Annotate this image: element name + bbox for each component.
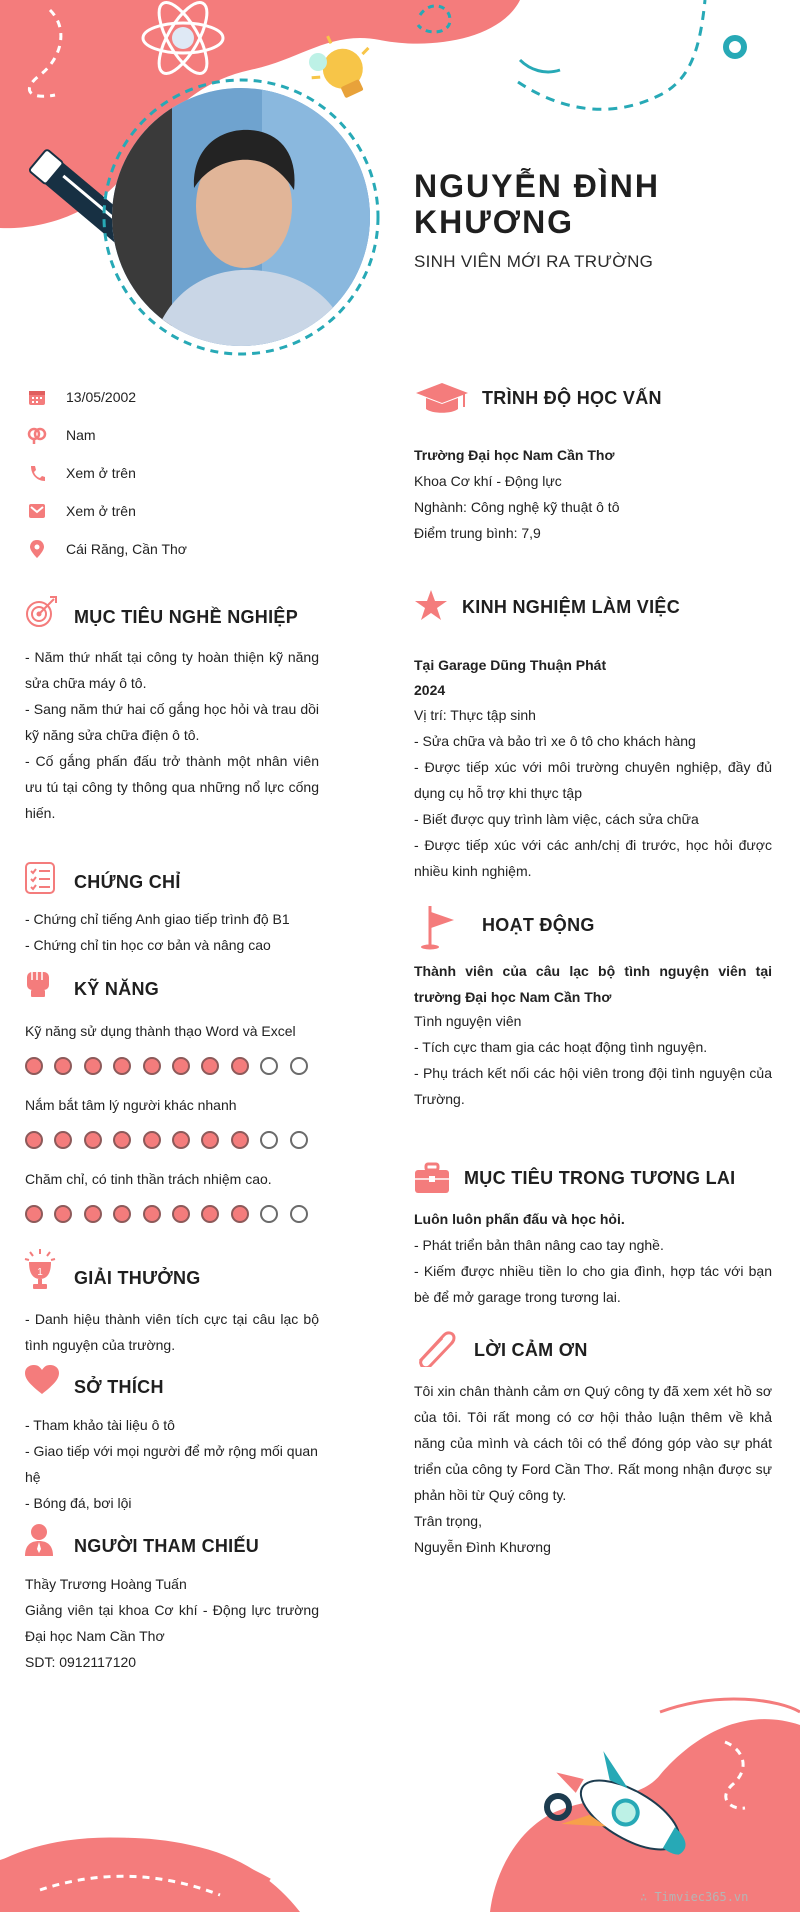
dashed-curve-teal <box>518 0 705 109</box>
rating-dot-filled <box>172 1131 190 1149</box>
phone-text: Xem ở trên <box>66 465 136 481</box>
candidate-name: NGUYỄN ĐÌNH KHƯƠNG <box>414 168 661 240</box>
skills-title: KỸ NĂNG <box>74 979 160 999</box>
email-text: Xem ở trên <box>66 503 136 519</box>
hobby-item: - Giao tiếp với mọi người để mở rộng mối quan hệ <box>25 1443 318 1485</box>
gender-text: Nam <box>66 427 96 443</box>
experience-item: - Sửa chữa và bảo trì xe ô tô cho khách hàng <box>414 733 696 749</box>
flag-icon <box>418 904 458 950</box>
address-text: Cái Răng, Cần Thơ <box>66 541 187 557</box>
career-goal-text: - Năm thứ nhất tại công ty hoàn thiện kỹ năng sửa chữa máy ô tô. - Sang năm thứ hai cố gắng học hỏi và trau dồi kỹ năng sửa chữa điện ô tô. - Cố gắng phấn đấu trở thành một nhân viên ưu tú tại công ty thông qua những nổ lực cống hiến. <box>25 649 319 821</box>
education-line: Nghành: Công nghệ kỹ thuật ô tô <box>414 499 620 515</box>
rating-dot-empty <box>290 1131 308 1149</box>
birthday-text: 13/05/2002 <box>66 389 137 405</box>
rating-dot-empty <box>290 1057 308 1075</box>
rating-dot-filled <box>231 1131 249 1149</box>
rating-dot-filled <box>231 1205 249 1223</box>
rating-dot-filled <box>143 1057 161 1075</box>
skill-name: Chăm chỉ, có tinh thần trách nhiệm cao. <box>25 1171 272 1187</box>
rating-dot-filled <box>84 1131 102 1149</box>
education-line: Điểm trung bình: 7,9 <box>414 525 541 541</box>
calendar-icon <box>26 386 48 408</box>
certificate-item: - Chứng chỉ tin học cơ bản và nâng cao <box>25 937 271 953</box>
profile-photo <box>112 88 370 346</box>
email-icon <box>26 500 48 522</box>
hobby-item: - Bóng đá, bơi lội <box>25 1495 132 1511</box>
thanks-closing: Trân trọng, <box>414 1513 482 1529</box>
rating-dot-filled <box>54 1057 72 1075</box>
experience-year: 2024 <box>414 682 446 698</box>
heart-icon <box>24 1364 60 1396</box>
career-goal-title: MỤC TIÊU NGHỀ NGHIỆP <box>74 607 299 627</box>
education-line: Khoa Cơ khí - Động lực <box>414 473 562 489</box>
activities-role: Tình nguyện viên <box>414 1013 522 1029</box>
trophy-icon <box>24 1249 56 1291</box>
rating-dot-filled <box>54 1131 72 1149</box>
person-icon <box>24 1523 54 1557</box>
thanks-body: Tôi xin chân thành cảm ơn Quý công ty đã xem xét hồ sơ của tôi. Tôi rất mong có cơ hội thảo luận thêm về khả năng của mình và cách tôi có thể đóng góp vào sự phát triển của công ty Ford Cần Thơ. Rất mong nhận được sự phản hồi từ Quý công ty. <box>414 1383 772 1503</box>
rating-dot-empty <box>290 1205 308 1223</box>
rating-dot-filled <box>25 1131 43 1149</box>
thanks-signature: Nguyễn Đình Khương <box>414 1539 551 1555</box>
education-school: Trường Đại học Nam Cần Thơ <box>414 447 615 463</box>
skill-name: Nắm bắt tâm lý người khác nhanh <box>25 1097 237 1113</box>
star-icon <box>414 589 448 621</box>
contact-email <box>26 500 136 522</box>
hobby-item: - Tham khảo tài liệu ô tô <box>25 1417 175 1433</box>
reference-name: Thầy Trương Hoàng Tuấn <box>25 1576 187 1592</box>
experience-company: Tại Garage Dũng Thuận Phát <box>414 657 607 673</box>
paperclip-icon <box>414 1327 458 1367</box>
contact-gender <box>26 424 96 446</box>
experience-item: - Được tiếp xúc với các anh/chị đi trước, học hỏi được nhiều kinh nghiệm. <box>414 837 772 879</box>
rating-dot-empty <box>260 1205 278 1223</box>
skill-rating <box>25 1057 319 1075</box>
experience-role: Vị trí: Thực tập sinh <box>414 707 536 723</box>
svg-text:1: 1 <box>37 1267 43 1278</box>
rating-dot-filled <box>25 1205 43 1223</box>
future-goal-title: MỤC TIÊU TRONG TƯƠNG LAI <box>464 1168 736 1188</box>
awards-title: GIẢI THƯỞNG <box>74 1268 201 1288</box>
candidate-title: SINH VIÊN MỚI RA TRƯỜNG <box>414 252 654 271</box>
activities-item: - Tích cực tham gia các hoạt động tình nguyện. <box>414 1039 708 1055</box>
rating-dot-filled <box>113 1131 131 1149</box>
rating-dot-filled <box>201 1205 219 1223</box>
rating-dot-filled <box>172 1057 190 1075</box>
awards-text: - Danh hiệu thành viên tích cực tại câu lạc bộ tình nguyện của trường. <box>25 1311 319 1353</box>
future-goal-item: - Kiếm được nhiều tiền lo cho gia đình, hợp tác với bạn bè để mở garage trong tương lai. <box>414 1263 772 1305</box>
checklist-icon <box>24 861 58 895</box>
future-goal-item: - Phát triển bản thân nâng cao tay nghề. <box>414 1237 664 1253</box>
rating-dot-filled <box>143 1205 161 1223</box>
reference-title: NGƯỜI THAM CHIẾU <box>74 1536 260 1556</box>
skill-name: Kỹ năng sử dụng thành thạo Word và Excel <box>25 1023 296 1039</box>
experience-title: KINH NGHIỆM LÀM VIỆC <box>462 597 681 617</box>
rating-dot-filled <box>201 1131 219 1149</box>
activities-item: - Phụ trách kết nối các hội viên trong đội tình nguyện của Trường. <box>414 1065 772 1107</box>
gender-icon <box>26 424 48 446</box>
experience-item: - Biết được quy trình làm việc, cách sửa chữa <box>414 811 699 827</box>
fist-icon <box>25 966 51 998</box>
thanks-title: LỜI CẢM ƠN <box>474 1340 588 1360</box>
skill-rating <box>25 1131 319 1149</box>
future-goal-lead: Luôn luôn phấn đấu và học hỏi. <box>414 1211 625 1227</box>
avatar <box>112 88 370 346</box>
rating-dot-filled <box>84 1205 102 1223</box>
rating-dot-filled <box>25 1057 43 1075</box>
rating-dot-filled <box>201 1057 219 1075</box>
graduation-cap-icon <box>414 382 470 416</box>
rating-dot-filled <box>172 1205 190 1223</box>
location-icon <box>26 538 48 560</box>
activities-org: Thành viên của câu lạc bộ tình nguyện viên tại trường Đại học Nam Cần Thơ <box>414 963 772 1005</box>
skill-rating <box>25 1205 319 1223</box>
rating-dot-filled <box>113 1205 131 1223</box>
contact-birthday <box>26 386 136 408</box>
certificate-item: - Chứng chỉ tiếng Anh giao tiếp trình độ B1 <box>25 911 290 927</box>
watermark: ∴ Timviec365.vn <box>640 1890 749 1904</box>
certificates-title: CHỨNG CHỈ <box>74 872 181 892</box>
coral-blob-bottom-left <box>0 1838 300 1912</box>
briefcase-icon <box>414 1162 450 1194</box>
rating-dot-filled <box>143 1131 161 1149</box>
rating-dot-filled <box>113 1057 131 1075</box>
phone-icon <box>26 462 48 484</box>
rating-dot-filled <box>231 1057 249 1075</box>
ring-icon <box>726 38 744 56</box>
reference-phone: SDT: 0912117120 <box>25 1654 137 1670</box>
contact-phone <box>26 462 136 484</box>
hobbies-title: SỞ THÍCH <box>74 1377 164 1397</box>
education-title: TRÌNH ĐỘ HỌC VẤN <box>482 388 662 408</box>
rating-dot-filled <box>84 1057 102 1075</box>
rating-dot-empty <box>260 1057 278 1075</box>
rating-dot-filled <box>54 1205 72 1223</box>
experience-item: - Được tiếp xúc với môi trường chuyên nghiệp, đầy đủ dụng cụ hỗ trợ khi thực tập <box>414 759 772 801</box>
rating-dot-empty <box>260 1131 278 1149</box>
contact-address <box>26 538 187 560</box>
target-icon <box>24 595 58 629</box>
activities-title: HOẠT ĐỘNG <box>482 915 595 935</box>
reference-position: Giảng viên tại khoa Cơ khí - Động lực trường Đại học Nam Cần Thơ <box>25 1602 319 1644</box>
